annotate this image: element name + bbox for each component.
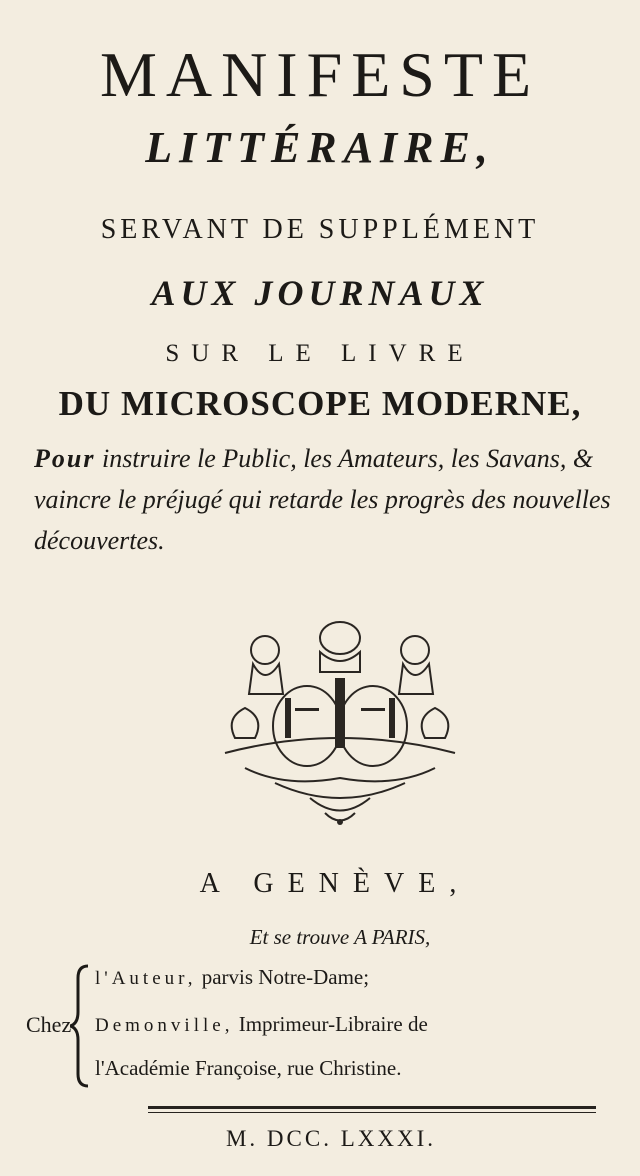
chez-label: Chez: [26, 1012, 72, 1037]
purpose-paragraph: [34, 438, 620, 561]
address-line-2: [95, 1012, 428, 1037]
author-name: l'Auteur,: [95, 968, 197, 989]
printer-name: Demonville,: [95, 1015, 234, 1036]
purpose-text: instruire le Public, les Amateurs, les Savans, & vaincre le préjugé qui retarde les progrès des nouvelles découvertes.: [34, 444, 611, 555]
imprint-date: M. DCC. LXXXI.: [225, 1126, 437, 1151]
pour-word: Pour: [34, 444, 96, 473]
journaux-line: AUX JOURNAUX: [151, 273, 489, 313]
printer-title: Imprimeur-Libraire de: [233, 1012, 428, 1036]
place-geneve: A GENÈVE,: [199, 868, 471, 899]
title: MANIFESTE: [99, 39, 541, 110]
thick-rule: [148, 1106, 596, 1109]
address-line-1: [95, 965, 369, 990]
supplement-line: SERVANT DE SUPPLÉMENT: [100, 214, 540, 245]
subtitle: LITTÉRAIRE,: [145, 123, 495, 172]
author-address: parvis Notre-Dame;: [196, 965, 370, 989]
address-line-3: l'Académie Françoise, rue Christine.: [95, 1056, 402, 1080]
curly-brace-icon: [70, 962, 92, 1090]
sur-le-livre-line: SUR LE LIVRE: [165, 340, 475, 367]
printer-ornament-icon: [215, 608, 465, 838]
microscope-line: DU MICROSCOPE MODERNE,: [58, 384, 582, 423]
se-trouve-line: Et se trouve A PARIS,: [249, 925, 431, 949]
thin-rule: [148, 1112, 596, 1113]
